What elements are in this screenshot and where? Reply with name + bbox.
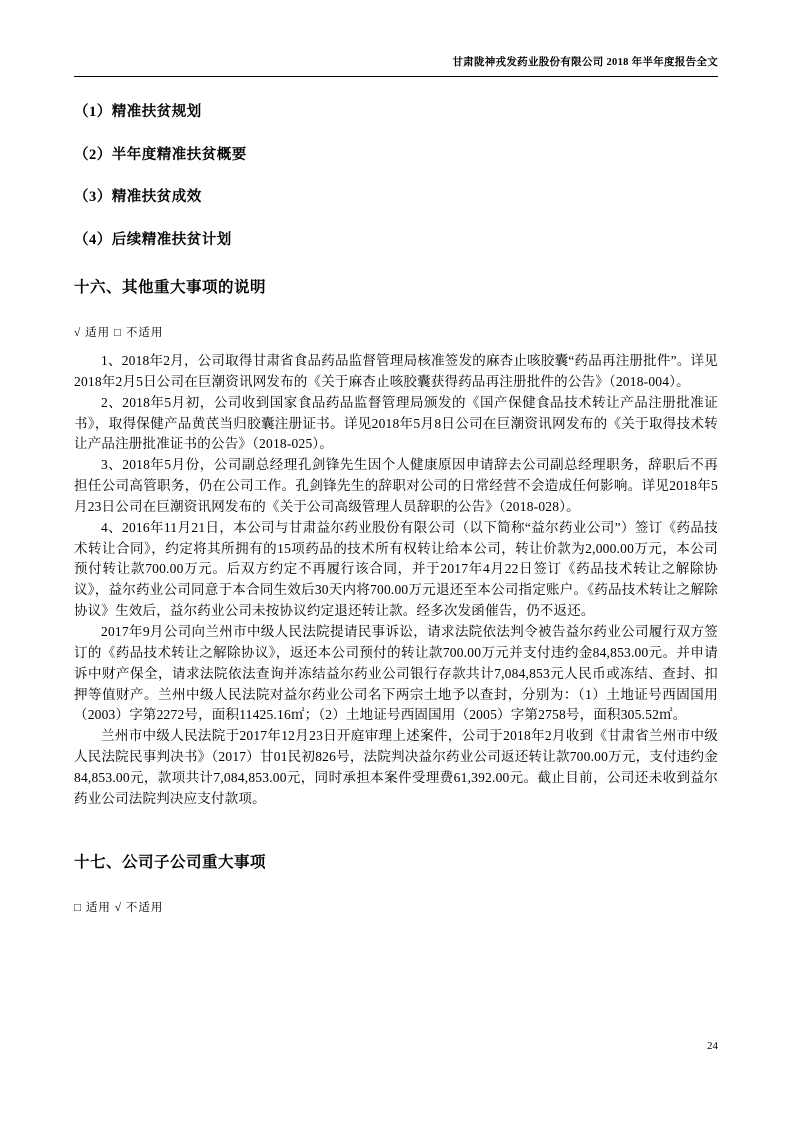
- paragraph-court-judgment: 兰州市中级人民法院于2017年12月23日开庭审理上述案件，公司于2018年2月收到《甘肃省兰州市中级人民法院民事判决书》（2017）甘01民初826号，法院判决益尔药业公司返还转让款700.00万元，支付违约金84,853.00元，款项共计7,084,853.00元，同时承担本案件受理费61,392.00元。截止目前，公司还未收到益尔药业公司法院判决应支付款项。: [74, 728, 718, 806]
- section-17-applicability: □ 适用 √ 不适用: [74, 901, 164, 914]
- poverty-plan-list: [74, 105, 718, 247]
- paragraph-health-product-certificate: 2、2018年5月初，公司收到国家食品药品监督管理局颁发的《国产保健食品技术转让产品注册批准证书》，取得保健产品黄芪当归胶囊注册证书。详见2018年5月8日公司在巨潮资讯网发布的《关于取得技术转让产品注册批准证书的公告》（2018-025）。: [74, 394, 718, 452]
- section-17-heading: 十七、公司子公司重大事项: [74, 853, 267, 871]
- list-item-poverty-summary: （2）半年度精准扶贫概要: [74, 146, 247, 163]
- section-16-applicability: √ 适用 □ 不适用: [74, 327, 164, 339]
- page-header: [74, 54, 718, 77]
- paragraph-technology-transfer-contract: 4、2016年11月21日，本公司与甘肃益尔药业股份有限公司（以下简称“益尔药业公司”）签订《药品技术转让合同》，约定将其所拥有的15项药品的技术所有权转让给本公司，转让价款为2,000.00万元，本公司预付转让款700.00万元。后双方约定不再履行该合同，并于2017年4月22日签订《药品技术转让之解除协议》，益尔药业公司同意于本合同生效后30天内将700.00万元退还至本公司指定账户。《药品技术转让之解除协议》生效后，益尔药业公司未按协议约定退还转让款。经多次发函催告，仍不返还。: [74, 519, 718, 619]
- paragraph-drug-reregistration: 1、2018年2月，公司取得甘肃省食品药品监督管理局核准签发的麻杏止咳胶囊“药品再注册批件”。详见2018年2月5日公司在巨潮资讯网发布的《关于麻杏止咳胶囊获得药品再注册批件的公告》（2018-004）。: [74, 353, 718, 389]
- list-item-poverty-followup: （4）后续精准扶贫计划: [74, 231, 232, 248]
- page-number: 24: [707, 1040, 718, 1052]
- section-16-heading: 十六、其他重大事项的说明: [74, 279, 267, 296]
- report-header-title: 甘肃陇神戎发药业股份有限公司 2018 年半年度报告全文: [452, 57, 718, 68]
- paragraph-lawsuit-filing: 2017年9月公司向兰州市中级人民法院提请民事诉讼，请求法院依法判令被告益尔药业公司履行双方签订的《药品技术转让之解除协议》，返还本公司预付的转让款700.00万元并支付违约金84,853.00元。并申请诉中财产保全，请求法院依法查询并冻结益尔药业公司银行存款共计7,084,853元人民币或冻结、查封、扣押等值财产。兰州中级人民法院对益尔药业公司名下两宗土地予以查封，分别为：（1）土地证号西固国用（2003）字第2272号，面积11425.16㎡；（2）土地证号西固国用（2005）字第2758号，面积305.52㎡。: [74, 623, 718, 723]
- list-item-poverty-results: （3）精准扶贫成效: [74, 189, 202, 205]
- paragraph-executive-resignation: 3、2018年5月份，公司副总经理孔剑锋先生因个人健康原因申请辞去公司副总经理职务，辞职后不再担任公司高管职务，仍在公司工作。孔剑锋先生的辞职对公司的日常经营不会造成任何影响。详见2018年5月23日公司在巨潮资讯网发布的《关于公司高级管理人员辞职的公告》（2018-028）。: [74, 457, 718, 514]
- section-16-body: [74, 351, 718, 810]
- list-item-poverty-plan: （1）精准扶贫规划: [74, 104, 202, 120]
